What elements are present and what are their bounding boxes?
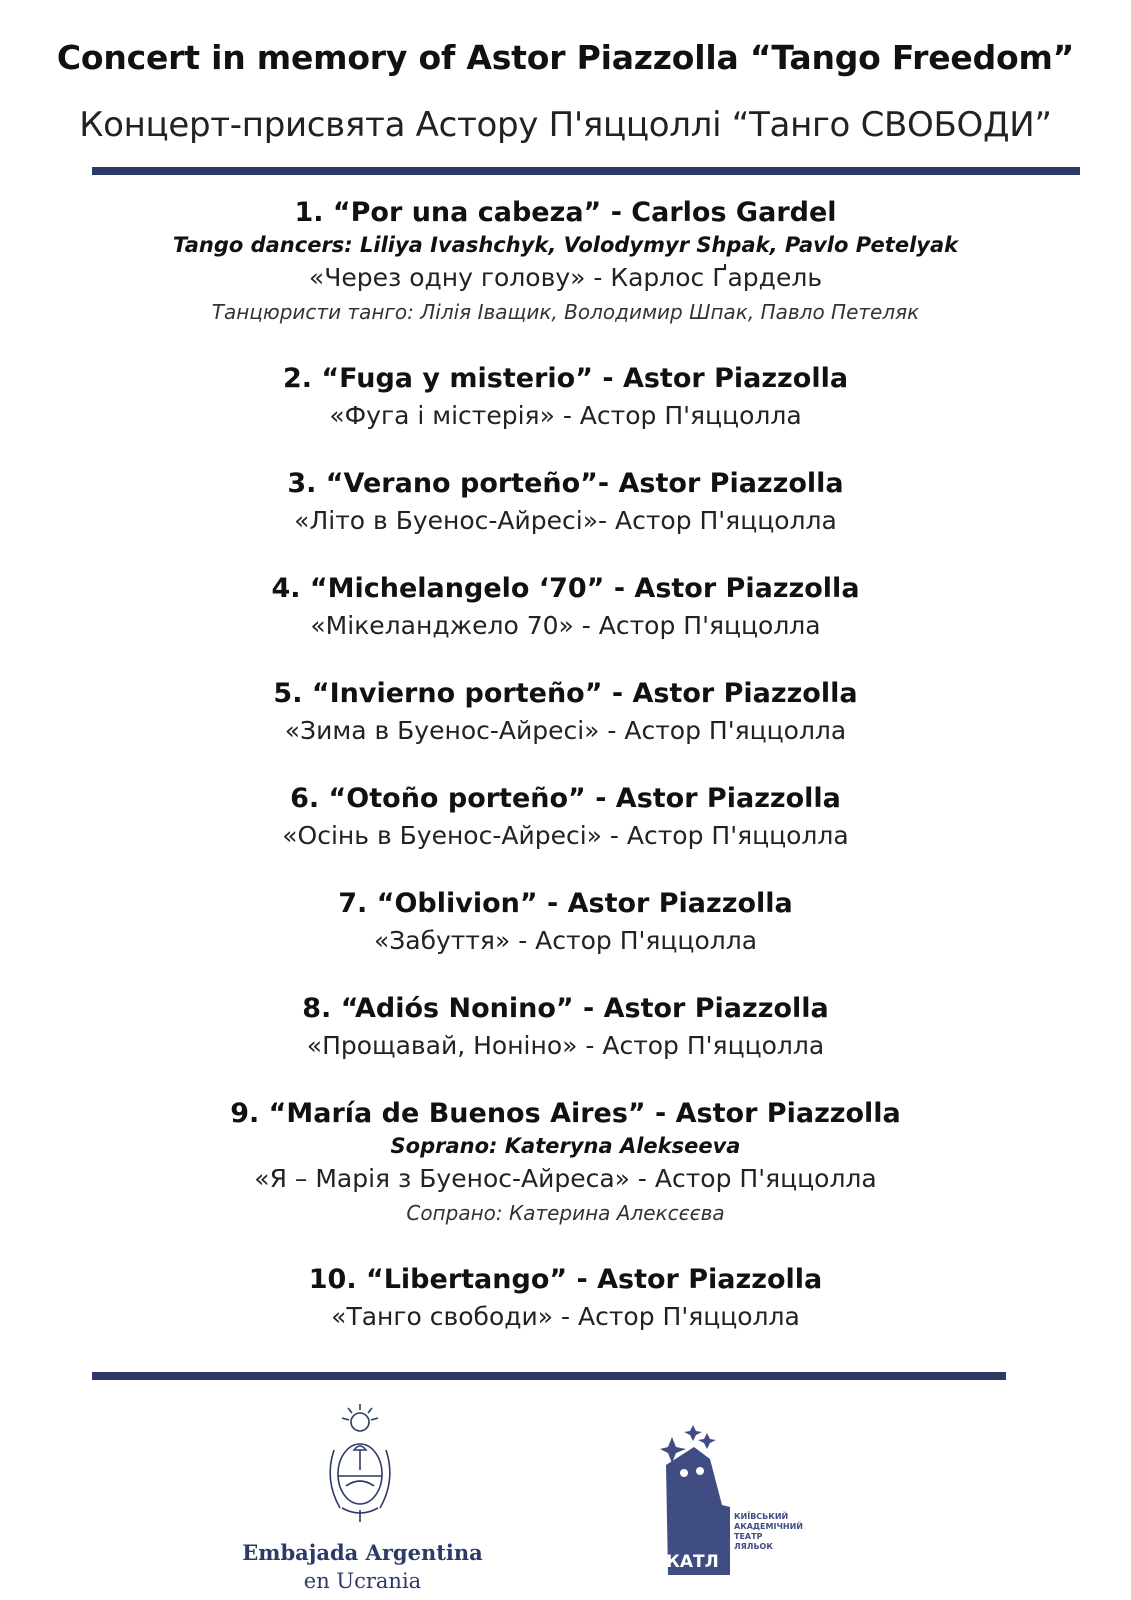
piece-title-ua: «Танго свободи» - Астор П'яццолла <box>331 1302 800 1331</box>
piece-title: 7. “Oblivion” - Astor Piazzolla <box>338 888 793 919</box>
piece-title-ua: «Мікеланджело 70» - Астор П'яццолла <box>310 611 821 640</box>
piece-title: 9. “María de Buenos Aires” - Astor Piazzolla <box>230 1098 901 1129</box>
piece-title: 5. “Invierno porteño” - Astor Piazzolla <box>273 678 858 709</box>
piece-title-ua: «Осінь в Буенос-Айресі» - Астор П'яццолла <box>282 821 849 850</box>
program-item <box>0 466 1131 540</box>
piece-performers: Soprano: Kateryna Alekseeva <box>390 1134 741 1158</box>
theater-name-line: АКАДЕМІЧНИЙ <box>734 1522 803 1531</box>
piece-title-ua: «Літо в Буенос-Айресі»- Астор П'яццолла <box>294 506 837 535</box>
program-item <box>0 676 1131 750</box>
piece-title-ua: «Через одну голову» - Карлос Ґардель <box>308 263 823 292</box>
piece-performers-ua: Танцюристи танго: Лілія Іващик, Володимир Шпак, Павло Петеляк <box>211 300 920 324</box>
piece-title-ua: «Зима в Буенос-Айресі» - Астор П'яццолла <box>284 716 847 745</box>
piece-title: 3. “Verano porteño”- Astor Piazzolla <box>287 468 844 499</box>
program-list <box>0 195 1131 1336</box>
header-divider <box>92 167 1080 175</box>
piece-performers: Tango dancers: Liliya Ivashchyk, Volodymyr Shpak, Pavlo Petelyak <box>172 233 959 257</box>
embassy-location: en Ucrania <box>303 1569 422 1593</box>
program-item <box>0 195 1131 327</box>
piece-title: 8. “Adiós Nonino” - Astor Piazzolla <box>302 993 829 1024</box>
piece-title: 10. “Libertango” - Astor Piazzolla <box>308 1264 823 1295</box>
program-item <box>0 991 1131 1065</box>
page-subtitle: Концерт-присвята Астору П'яццоллі “Танго СВОБОДИ” <box>79 105 1052 145</box>
footer-logos <box>0 1400 1131 1600</box>
piece-title-ua: «Я – Марія з Буенос-Айреса» - Астор П'яццолла <box>254 1164 877 1193</box>
piece-title: 2. “Fuga y misterio” - Astor Piazzolla <box>282 363 849 394</box>
piece-title-ua: «Прощавай, Ноніно» - Астор П'яццолла <box>306 1031 825 1060</box>
theater-abbr: КАТЛ <box>666 1552 719 1572</box>
puppet-theater-logo-icon <box>660 1425 810 1585</box>
program-item <box>0 571 1131 645</box>
piece-title: 6. “Otoño porteño” - Astor Piazzolla <box>290 783 841 814</box>
piece-title-ua: «Забуття» - Астор П'яццолла <box>373 926 758 955</box>
theater-name-line: ЛЯЛЬОК <box>734 1542 773 1551</box>
footer-divider <box>92 1372 1006 1380</box>
program-item <box>0 781 1131 855</box>
theater-name-line: КИЇВСЬКИЙ <box>734 1512 789 1521</box>
program-item <box>0 361 1131 435</box>
argentina-coat-of-arms-icon <box>320 1400 400 1530</box>
piece-performers-ua: Сопрано: Катерина Алексєєва <box>406 1201 725 1225</box>
piece-title-ua: «Фуга і містерія» - Астор П'яццолла <box>329 401 802 430</box>
program-item <box>0 886 1131 960</box>
piece-title: 4. “Michelangelo ‘70” - Astor Piazzolla <box>271 573 860 604</box>
program-item <box>0 1096 1131 1228</box>
embassy-name: Embajada Argentina <box>242 1540 483 1565</box>
program-item <box>0 1262 1131 1336</box>
piece-title: 1. “Por una cabeza” - Carlos Gardel <box>294 197 837 228</box>
page-title: Concert in memory of Astor Piazzolla “Tango Freedom” <box>56 38 1075 77</box>
theater-name-line: ТЕАТР <box>734 1532 763 1541</box>
